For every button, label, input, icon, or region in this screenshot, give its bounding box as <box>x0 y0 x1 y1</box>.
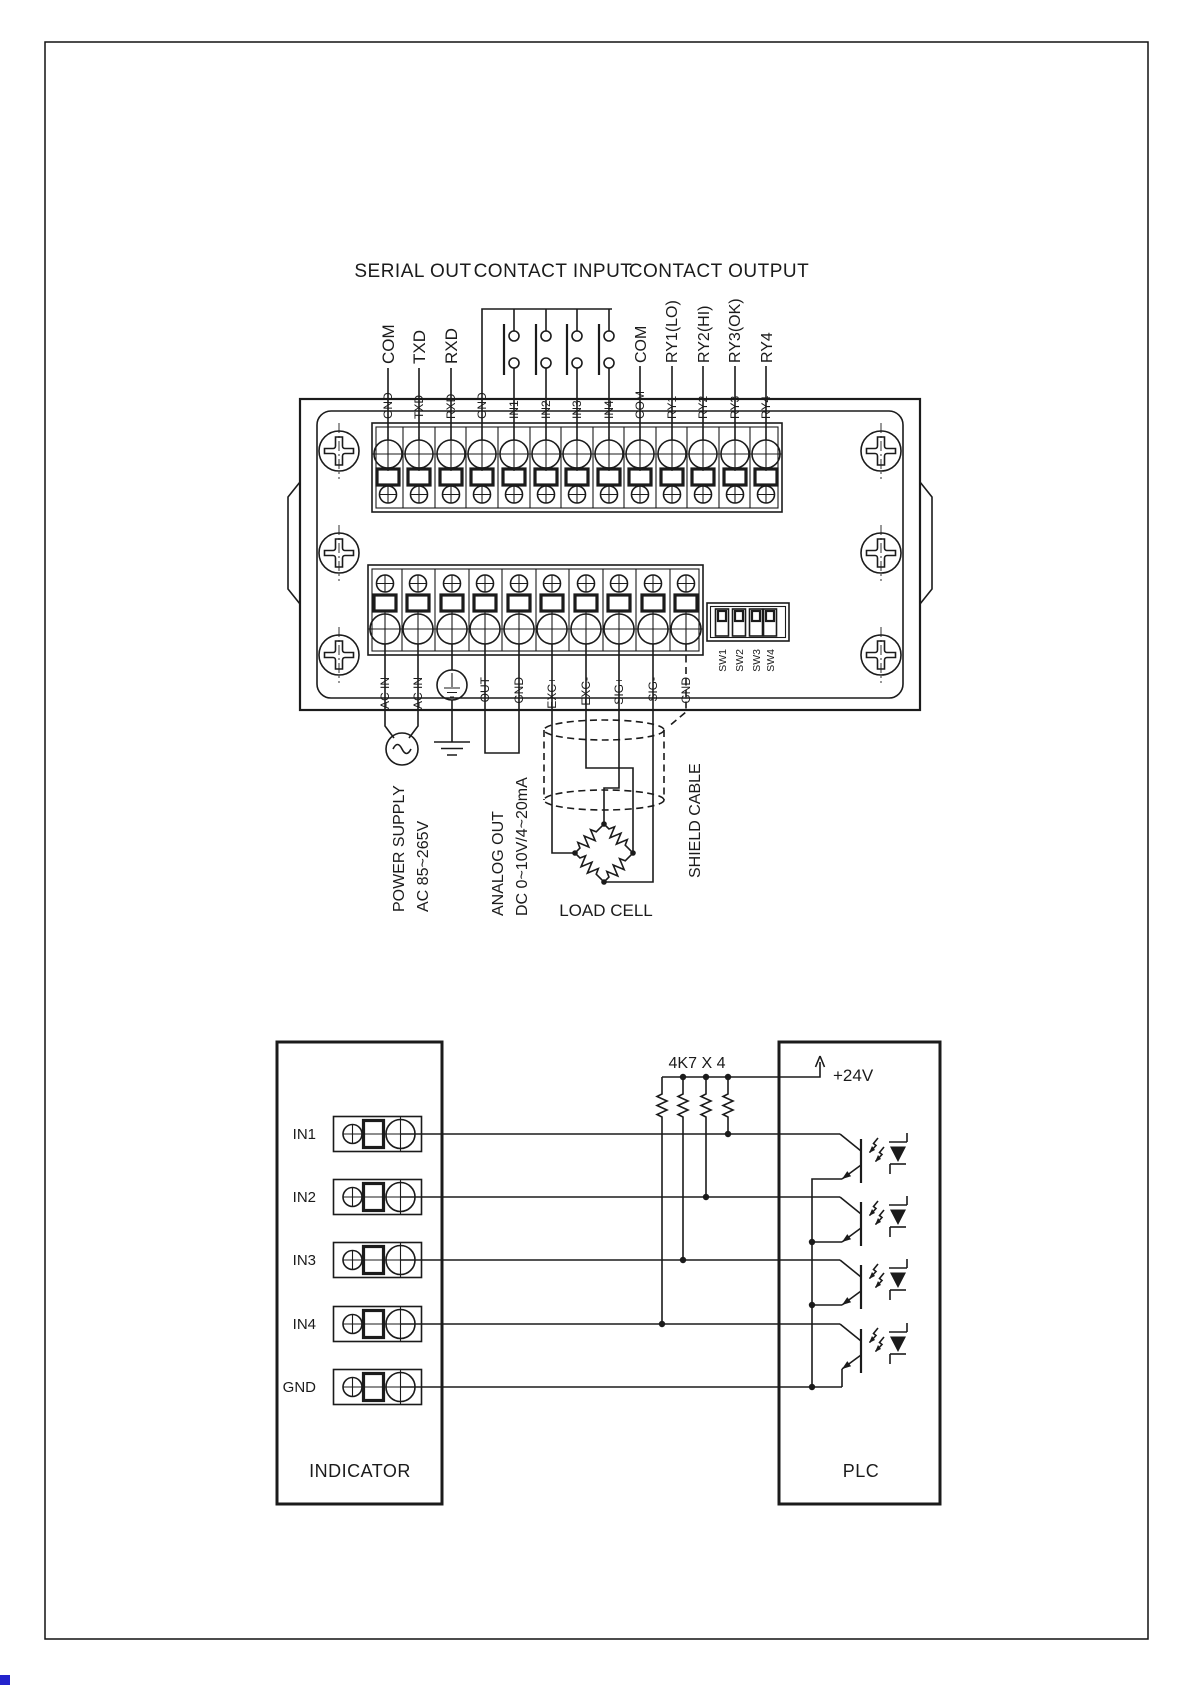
indicator-terminal <box>334 1180 422 1215</box>
svg-text:IN2: IN2 <box>539 400 553 419</box>
svg-text:GND: GND <box>475 392 489 419</box>
screw-icon <box>861 525 901 581</box>
contact-input-switches <box>482 309 614 440</box>
svg-text:SW2: SW2 <box>734 649 746 672</box>
svg-text:RY1: RY1 <box>665 395 679 419</box>
svg-text:EXC+: EXC+ <box>545 677 559 709</box>
load-cell-label: LOAD CELL <box>559 901 653 920</box>
resistor-value-label: 4K7 X 4 <box>668 1055 726 1072</box>
svg-text:GND: GND <box>381 392 395 419</box>
svg-text:SIG+: SIG+ <box>612 677 626 705</box>
svg-text:IN4: IN4 <box>292 1316 316 1333</box>
left-mount-tab <box>288 482 300 604</box>
svg-text:RY4: RY4 <box>759 395 773 419</box>
wire-label-com2: COM <box>633 325 650 363</box>
screw-icon <box>861 423 901 479</box>
wire-label-ry4: RY4 <box>759 332 776 363</box>
screw-icon <box>861 627 901 683</box>
plc-input-diagram <box>277 1042 940 1504</box>
svg-text:SW1: SW1 <box>717 649 729 672</box>
wire-label-rxd: RXD <box>442 328 461 364</box>
pullup-resistors <box>657 1056 825 1327</box>
svg-text:RXD: RXD <box>444 393 458 419</box>
dip-switch-labels <box>717 649 777 672</box>
row-labels <box>283 1126 317 1396</box>
optocoupler-icon <box>840 1196 907 1246</box>
analog-out-label-2: DC 0~10V/4~20mA <box>514 777 531 916</box>
power-supply-label-2: AC 85~265V <box>415 820 432 912</box>
svg-text:IN1: IN1 <box>292 1126 316 1143</box>
svg-text:SW3: SW3 <box>751 649 763 672</box>
plc-box <box>779 1042 940 1504</box>
svg-text:IN3: IN3 <box>292 1252 316 1269</box>
corner-scan-mark <box>0 1675 10 1685</box>
earth-circle-icon <box>437 670 467 700</box>
terminal-strip-bottom <box>368 565 703 655</box>
optocoupler-icon <box>840 1323 907 1373</box>
indicator-box <box>277 1042 442 1504</box>
header-serial-out: SERIAL OUT <box>354 261 472 282</box>
svg-text:GND: GND <box>512 677 526 704</box>
common-return-wiring <box>809 1179 842 1390</box>
terminal-connection-diagram <box>288 261 932 920</box>
power-supply-label-1: POWER SUPPLY <box>391 785 408 912</box>
svg-text:SIG-: SIG- <box>646 677 660 702</box>
supply-voltage-label: +24V <box>833 1066 874 1085</box>
right-mount-tab <box>920 482 932 604</box>
shield-cable-outline <box>544 644 686 810</box>
optocoupler-icon <box>840 1259 907 1309</box>
indicator-terminal <box>334 1370 422 1405</box>
optocoupler-icon <box>840 1133 907 1183</box>
svg-text:IN3: IN3 <box>570 400 584 419</box>
plc-label: PLC <box>842 1461 880 1481</box>
indicator-terminal <box>334 1243 422 1278</box>
svg-text:RY2: RY2 <box>696 395 710 419</box>
wire-label-ry1: RY1(LO) <box>664 300 681 363</box>
device-outline <box>300 399 920 710</box>
header-contact-output: CONTACT OUTPUT <box>628 261 810 282</box>
svg-text:IN4: IN4 <box>602 400 616 419</box>
svg-text:GND: GND <box>679 677 693 704</box>
wire-label-com: COM <box>379 324 398 364</box>
svg-text:TXD: TXD <box>412 395 426 419</box>
wire-label-txd: TXD <box>410 330 429 364</box>
indicator-terminal <box>334 1307 422 1342</box>
svg-text:AC IN: AC IN <box>411 677 425 710</box>
signal-wires <box>401 1134 842 1387</box>
wire-label-ry2: RY2(HI) <box>696 305 713 363</box>
svg-text:GND: GND <box>282 1379 316 1396</box>
shield-cable-label: SHIELD CABLE <box>687 763 704 878</box>
svg-text:EXC-: EXC- <box>579 677 593 706</box>
indicator-label: INDICATOR <box>309 1461 411 1481</box>
indicator-terminal <box>334 1117 422 1152</box>
svg-text:RY3: RY3 <box>728 395 742 419</box>
screw-icon <box>319 627 359 683</box>
wire-label-ry3: RY3(OK) <box>727 298 744 363</box>
svg-text:AC IN: AC IN <box>378 677 392 710</box>
svg-text:IN1: IN1 <box>507 400 521 419</box>
header-contact-input: CONTACT INPUT <box>473 261 633 282</box>
load-cell-wiring <box>552 644 653 886</box>
dip-switch-block <box>707 603 789 641</box>
svg-text:OUT: OUT <box>478 677 492 703</box>
svg-text:COM: COM <box>633 391 647 419</box>
screw-icon <box>319 423 359 479</box>
svg-text:SW4: SW4 <box>765 649 777 672</box>
ground-icon <box>434 742 470 755</box>
screw-icon <box>319 525 359 581</box>
analog-out-label-1: ANALOG OUT <box>490 811 507 916</box>
terminal-strip-bottom-labels <box>378 676 693 709</box>
svg-text:IN2: IN2 <box>292 1189 316 1206</box>
